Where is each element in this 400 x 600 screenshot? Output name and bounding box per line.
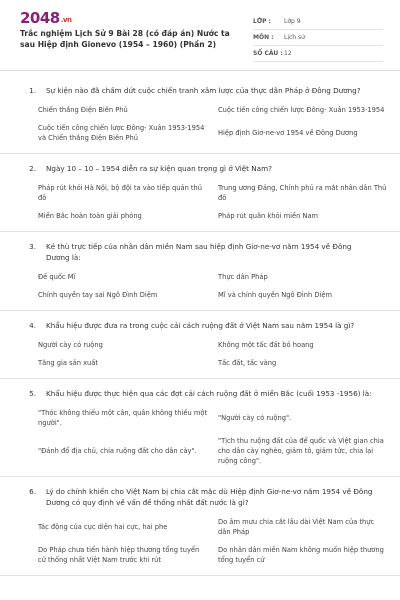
meta-value: Lịch sử (284, 34, 305, 41)
question-number: 4. (29, 321, 36, 330)
meta-row-count (253, 46, 383, 62)
meta-label: LỚP : (253, 18, 271, 25)
question-number: 1. (29, 86, 36, 95)
answer-option[interactable]: Cuộc tiến công chiến lược Đông- Xuân 1953-1954 (218, 106, 385, 114)
meta-row-class (253, 14, 383, 30)
meta-value: 12 (284, 50, 292, 57)
question-item (0, 154, 400, 232)
meta-table (253, 14, 383, 62)
question-text: Sự kiện nào đã chấm dứt cuộc chiến tranh xâm lược của thực dân Pháp ở Đông Dương? (46, 86, 361, 95)
logo-text: 2048 (20, 9, 60, 27)
answer-option[interactable]: Không một tấc đất bỏ hoang (218, 341, 314, 349)
answer-option[interactable]: Người cày có ruộng (38, 341, 103, 349)
answer-option[interactable]: "Người cày có ruộng". (218, 414, 292, 422)
question-number: 2. (29, 164, 36, 173)
answer-option[interactable]: "Tịch thu ruộng đất của đế quốc và Việt gian chia cho dân cày nghèo, giảm tô, giảm tức, chia lại ruộng công". (218, 437, 384, 465)
answer-option[interactable]: Do âm mưu chia cắt lâu dài Việt Nam của thực dân Pháp (218, 518, 375, 536)
answer-option[interactable]: "Đánh đổ địa chủ, chia ruộng đất cho dân cày". (38, 447, 197, 455)
answer-option[interactable]: Pháp rút khỏi Hà Nội, bộ đội ta vào tiếp quản thủ đô (38, 184, 203, 202)
question-list (0, 76, 400, 576)
header (0, 0, 400, 64)
meta-value: Lớp 9 (284, 18, 301, 25)
answer-option[interactable]: Mĩ và chính quyền Ngô Đình Diệm (218, 291, 332, 299)
answer-option[interactable]: Chính quyền tay sai Ngô Đình Diệm (38, 291, 158, 299)
site-logo[interactable] (20, 9, 71, 27)
answer-option[interactable]: Đế quốc Mĩ (38, 273, 76, 281)
answer-option[interactable]: Do nhân dân miền Nam không muốn hiệp thương tổng tuyển cử (218, 546, 384, 564)
question-text: Kẻ thù trực tiếp của nhân dân miền Nam sau hiệp định Giơ-ne-vơ năm 1954 về Đông Dương là: (46, 242, 352, 262)
answer-option[interactable]: "Thóc không thiếu một cân, quân không thiếu một người". (38, 409, 208, 427)
question-item (0, 379, 400, 477)
meta-row-subject (253, 30, 383, 46)
question-text: Khẩu hiệu được đưa ra trong cuộc cải cách ruộng đất ở Việt Nam sau năm 1954 là gì? (46, 321, 355, 330)
answer-option[interactable]: Do Pháp chưa tiến hành hiệp thương tổng tuyển cử thống nhất Việt Nam trước khi rút (38, 546, 200, 564)
meta-label: MÔN : (253, 34, 274, 41)
answer-option[interactable]: Tấc đất, tấc vàng (218, 359, 277, 367)
question-item (0, 311, 400, 379)
logo-suffix: .vn (60, 16, 72, 24)
answer-option[interactable]: Tăng gia sản xuất (38, 359, 98, 367)
meta-label: SỐ CÂU : (253, 50, 283, 57)
question-number: 6. (29, 487, 36, 496)
question-text: Lý do chính khiến cho Việt Nam bị chia cắt mặc dù Hiệp định Giơ-ne-vơ năm 1954 về Đông Dương có quy định về vấn đề thống nhất đất nước là gì? (46, 487, 373, 507)
page-title: Trắc nghiệm Lịch Sử 9 Bài 28 (có đáp án) Nước ta sau Hiệp định Gionevo (1954 – 1960) (Phần 2) (20, 29, 230, 49)
question-number: 5. (29, 389, 36, 398)
question-item (0, 477, 400, 576)
question-item (0, 232, 400, 311)
answer-option[interactable]: Cuộc tiến công chiến lược Đông- Xuân 1953-1954 và Chiến thắng Điện Biên Phủ (38, 124, 205, 142)
question-item (0, 76, 400, 154)
answer-option[interactable]: Hiệp định Giơ-ne-vơ 1954 về Đông Dương (218, 129, 358, 137)
header-divider (0, 70, 400, 71)
question-text: Khẩu hiệu được thực hiện qua các đợt cải cách ruộng đất ở miền Bắc (cuối 1953 -1956) là: (46, 389, 372, 398)
question-number: 3. (29, 242, 36, 251)
question-text: Ngày 10 – 10 – 1954 diễn ra sự kiện quan trọng gì ở Việt Nam? (46, 164, 272, 173)
answer-option[interactable]: Trung ương Đảng, Chính phủ ra mắt nhân dân Thủ đô (218, 184, 387, 202)
answer-option[interactable]: Pháp rút quân khỏi miền Nam (218, 212, 319, 220)
answer-option[interactable]: Miền Bắc hoàn toàn giải phóng (38, 212, 142, 220)
answer-option[interactable]: Tác động của cục diện hai cực, hai phe (38, 523, 168, 531)
answer-option[interactable]: Thực dân Pháp (218, 273, 268, 281)
answer-option[interactable]: Chiến thắng Điện Biên Phủ (38, 106, 128, 114)
